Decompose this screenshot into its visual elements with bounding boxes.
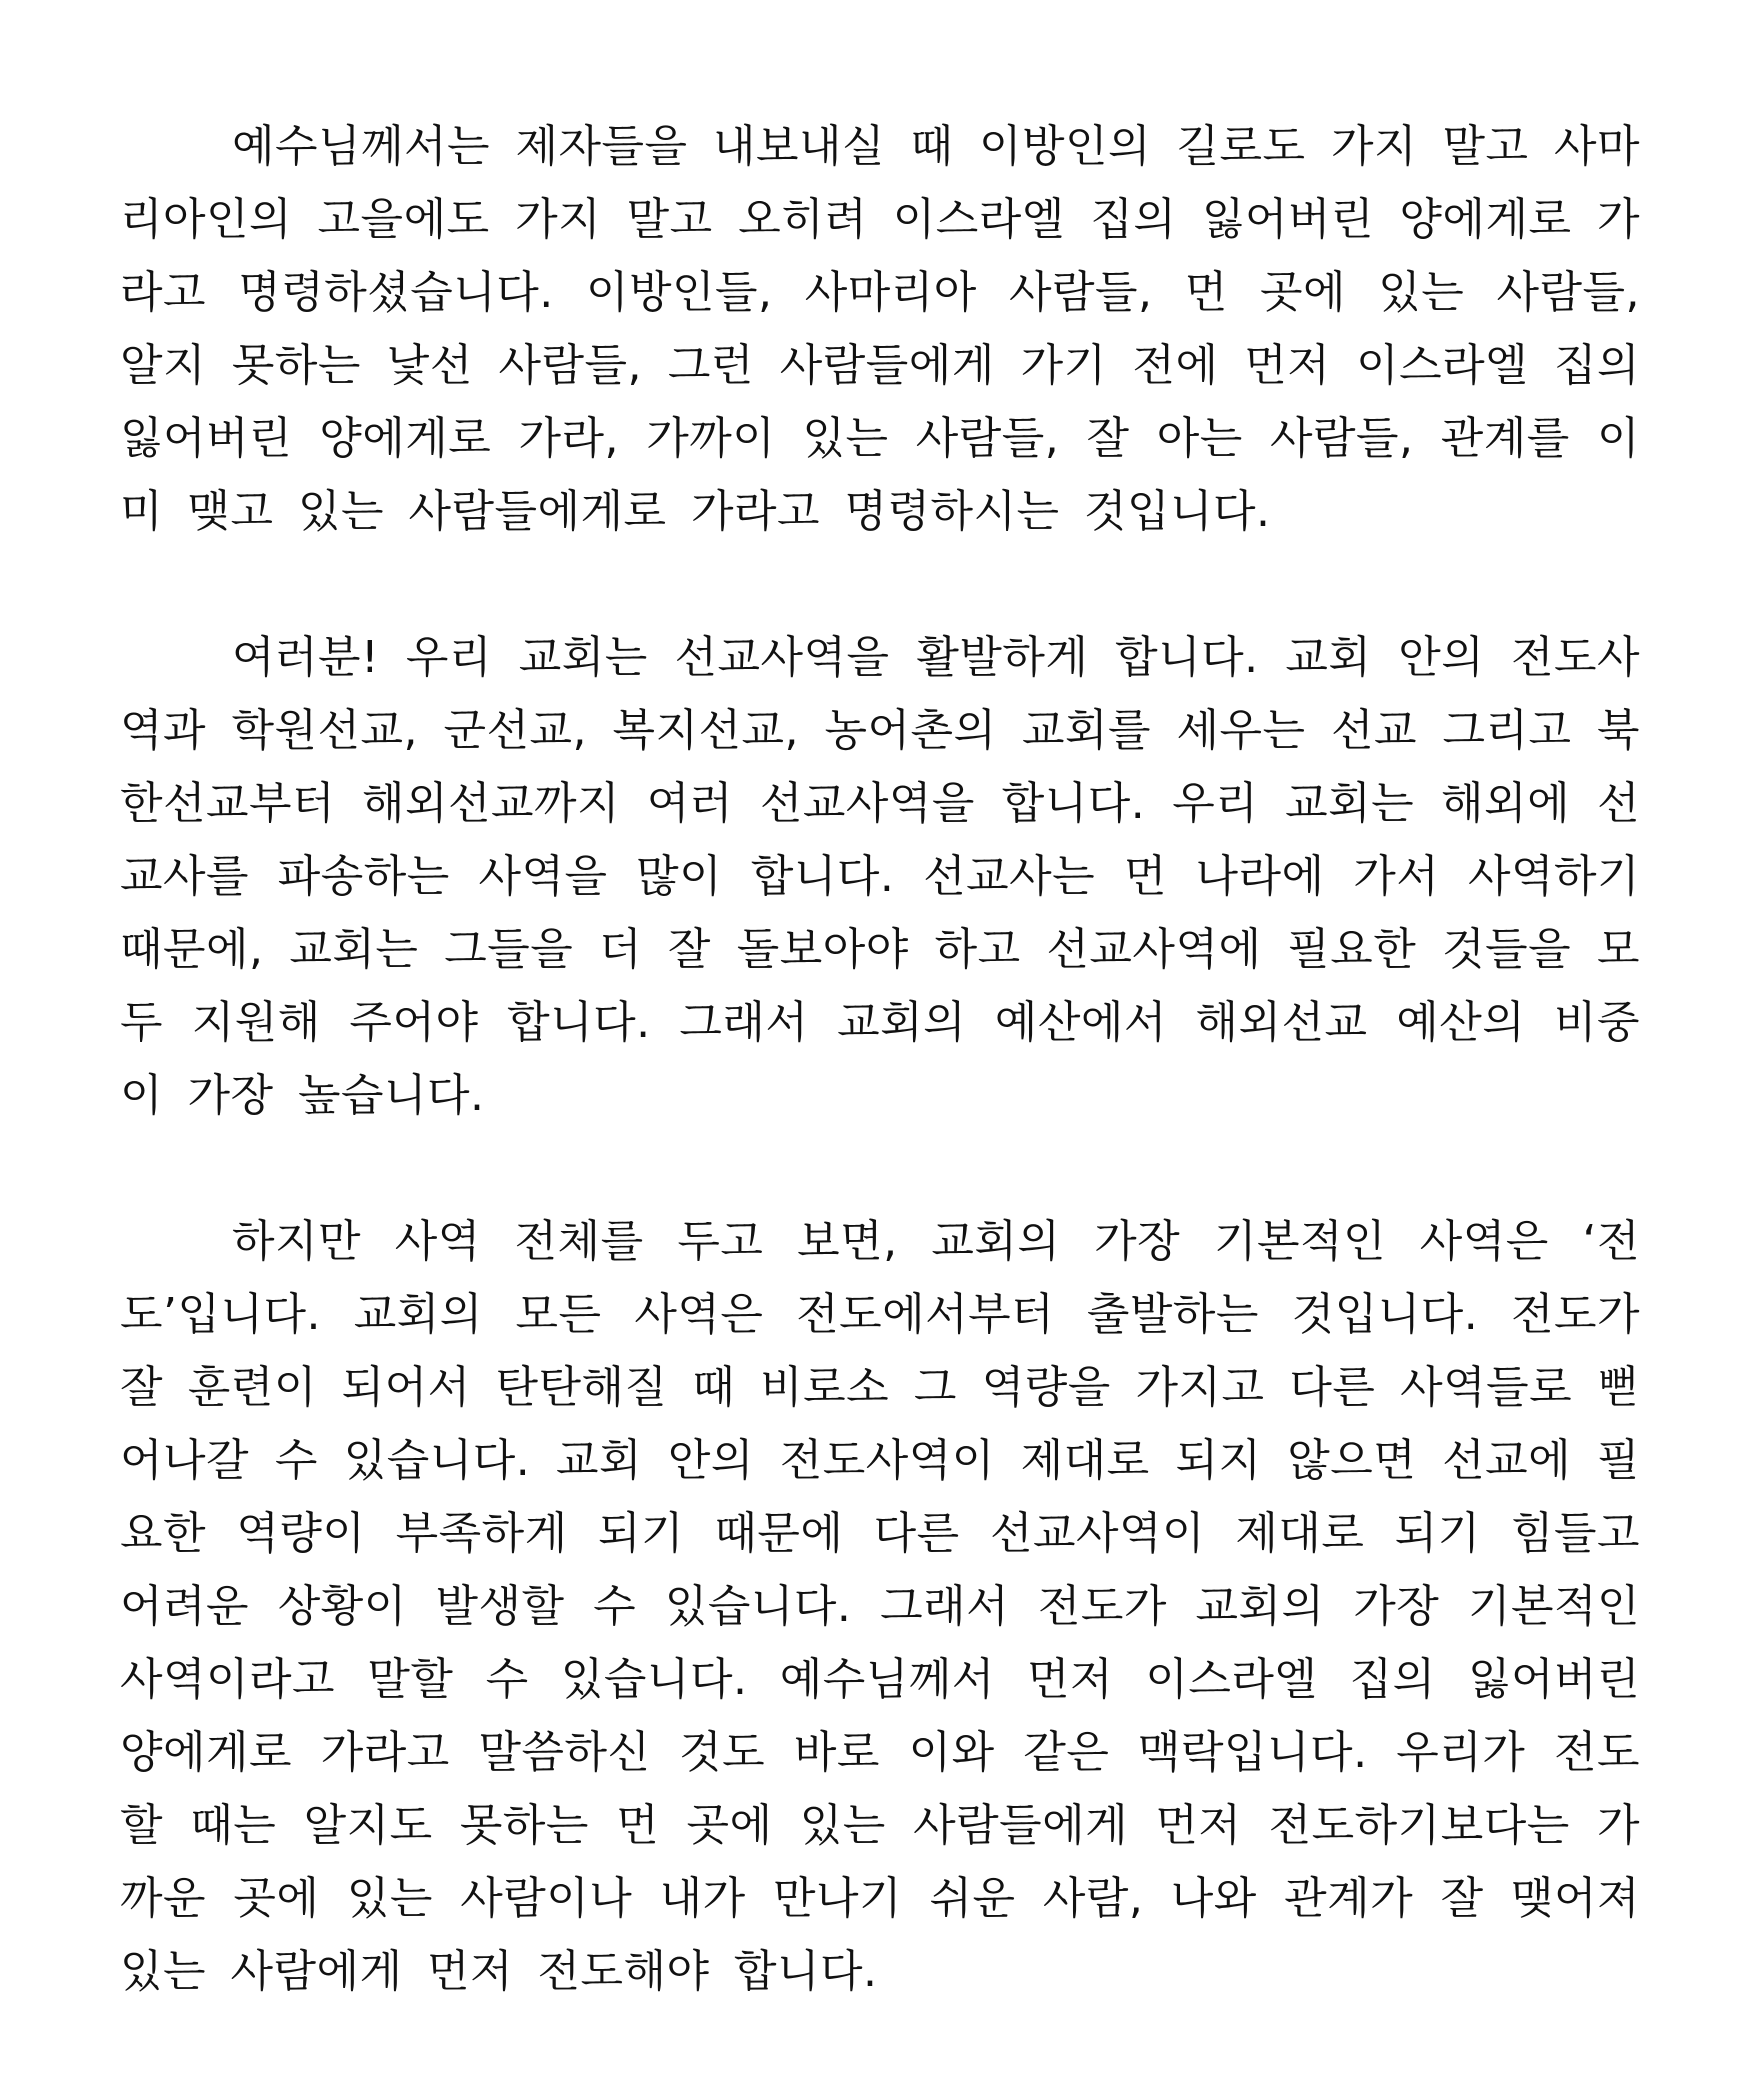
- paragraph-3: 하지만 사역 전체를 두고 보면, 교회의 가장 기본적인 사역은 ‘전도’입니다. 교회의 모든 사역은 전도에서부터 출발하는 것입니다. 전도가 잘 훈련이 되어서 탄탄해질 때 비로소 그 역량을 가지고 다른 사역들로 뻗어나갈 수 있습니다. 교회 안의 전도사역이 제대로 되지 않으면 선교에 필요한 역량이 부족하게 되기 때문에 다른 선교사역이 제대로 되기 힘들고 어려운 상황이 발생할 수 있습니다. 그래서 전도가 교회의 가장 기본적인 사역이라고 말할 수 있습니다. 예수님께서 먼저 이스라엘 집의 잃어버린 양에게로 가라고 말씀하신 것도 바로 이와 같은 맥락입니다. 우리가 전도할 때는 알지도 못하는 먼 곳에 있는 사람들에게 먼저 전도하기보다는 가까운 곳에 있는 사람이나 내가 만나기 쉬운 사람, 나와 관계가 잘 맺어져 있는 사람에게 먼저 전도해야 합니다.: [120, 1216, 1640, 1997]
- paragraph-1: 예수님께서는 제자들을 내보내실 때 이방인의 길로도 가지 말고 사마리아인의 고을에도 가지 말고 오히려 이스라엘 집의 잃어버린 양에게로 가라고 명령하셨습니다. 이방인들, 사마리아 사람들, 먼 곳에 있는 사람들, 알지 못하는 낯선 사람들, 그런 사람들에게 가기 전에 먼저 이스라엘 집의 잃어버린 양에게로 가라, 가까이 있는 사람들, 잘 아는 사람들, 관계를 이미 맺고 있는 사람들에게로 가라고 명령하시는 것입니다.: [120, 121, 1640, 537]
- paragraph-2: 여러분! 우리 교회는 선교사역을 활발하게 합니다. 교회 안의 전도사역과 학원선교, 군선교, 복지선교, 농어촌의 교회를 세우는 선교 그리고 북한선교부터 해외선교까지 여러 선교사역을 합니다. 우리 교회는 해외에 선교사를 파송하는 사역을 많이 합니다. 선교사는 먼 나라에 가서 사역하기 때문에, 교회는 그들을 더 잘 돌보아야 하고 선교사역에 필요한 것들을 모두 지원해 주어야 합니다. 그래서 교회의 예산에서 해외선교 예산의 비중이 가장 높습니다.: [120, 632, 1640, 1121]
- document-page: [120, 110, 1640, 2008]
